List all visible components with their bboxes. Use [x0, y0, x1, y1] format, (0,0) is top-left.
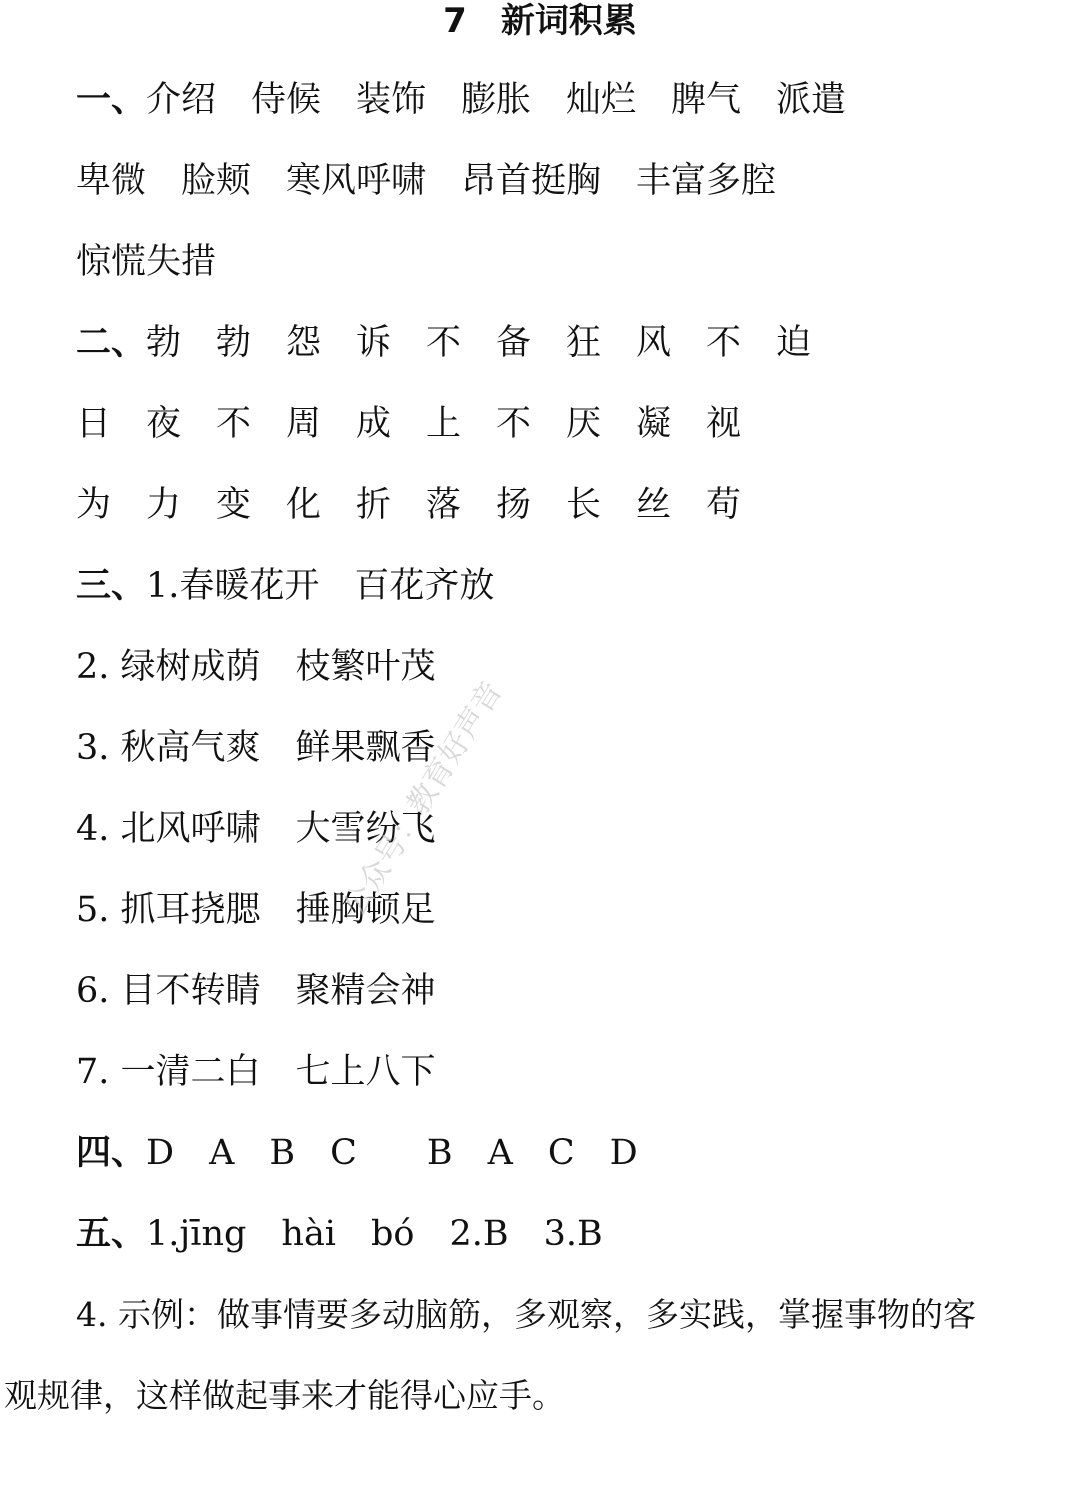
section-5-line: [76, 1214, 603, 1254]
section-1-line-1: [76, 80, 846, 120]
section-1-prefix: 一、: [76, 80, 147, 120]
section-3-item-1: 1.春暖花开 百花齐放: [146, 566, 495, 606]
section-3-item-4: 4. 北风呼啸 大雪纷飞: [76, 809, 436, 849]
section-2-line-2: 日 夜 不 周 成 上 不 厌 凝 视: [76, 404, 742, 444]
section-3-item-3: 3. 秋高气爽 鲜果飘香: [76, 728, 436, 768]
section-5-prefix: 五、: [76, 1214, 147, 1254]
section-2-line-3: 为 力 变 化 折 落 扬 长 丝 苟: [76, 485, 742, 525]
section-3-line-1: [76, 566, 494, 606]
section-5-answers: 1.jīng hài bó 2.B 3.B: [146, 1214, 603, 1254]
section-4-answers: D A B C B A C D: [146, 1133, 638, 1173]
section-4-prefix: 四、: [76, 1133, 147, 1173]
section-5-paragraph-line-1: 4. 示例：做事情要多动脑筋，多观察，多实践，掌握事物的客: [76, 1295, 976, 1334]
section-5-paragraph-line-2: 观规律，这样做起事来才能得心应手。: [4, 1376, 565, 1415]
page-title: 7 新词积累: [443, 1, 637, 41]
section-2-chars-1: 勃 勃 怨 诉 不 备 狂 风 不 迫: [146, 323, 812, 363]
section-3-item-7: 7. 一清二白 七上八下: [76, 1052, 436, 1092]
section-4-line: [76, 1133, 638, 1173]
section-3-item-6: 6. 目不转睛 聚精会神: [76, 971, 436, 1011]
section-1-line-2: 卑微 脸颊 寒风呼啸 昂首挺胸 丰富多腔: [76, 161, 777, 201]
section-3-prefix: 三、: [76, 566, 147, 606]
watermark: 公众号：教育好声音: [336, 675, 510, 923]
section-3-item-5: 5. 抓耳挠腮 捶胸顿足: [76, 890, 436, 930]
section-1-line-3: 惊慌失措: [76, 242, 217, 282]
section-1-words-1: 介绍 侍候 装饰 膨胀 灿烂 脾气 派遣: [146, 80, 847, 120]
section-3-item-2: 2. 绿树成荫 枝繁叶茂: [76, 647, 436, 687]
section-2-line-1: [76, 323, 811, 363]
section-2-prefix: 二、: [76, 323, 147, 363]
